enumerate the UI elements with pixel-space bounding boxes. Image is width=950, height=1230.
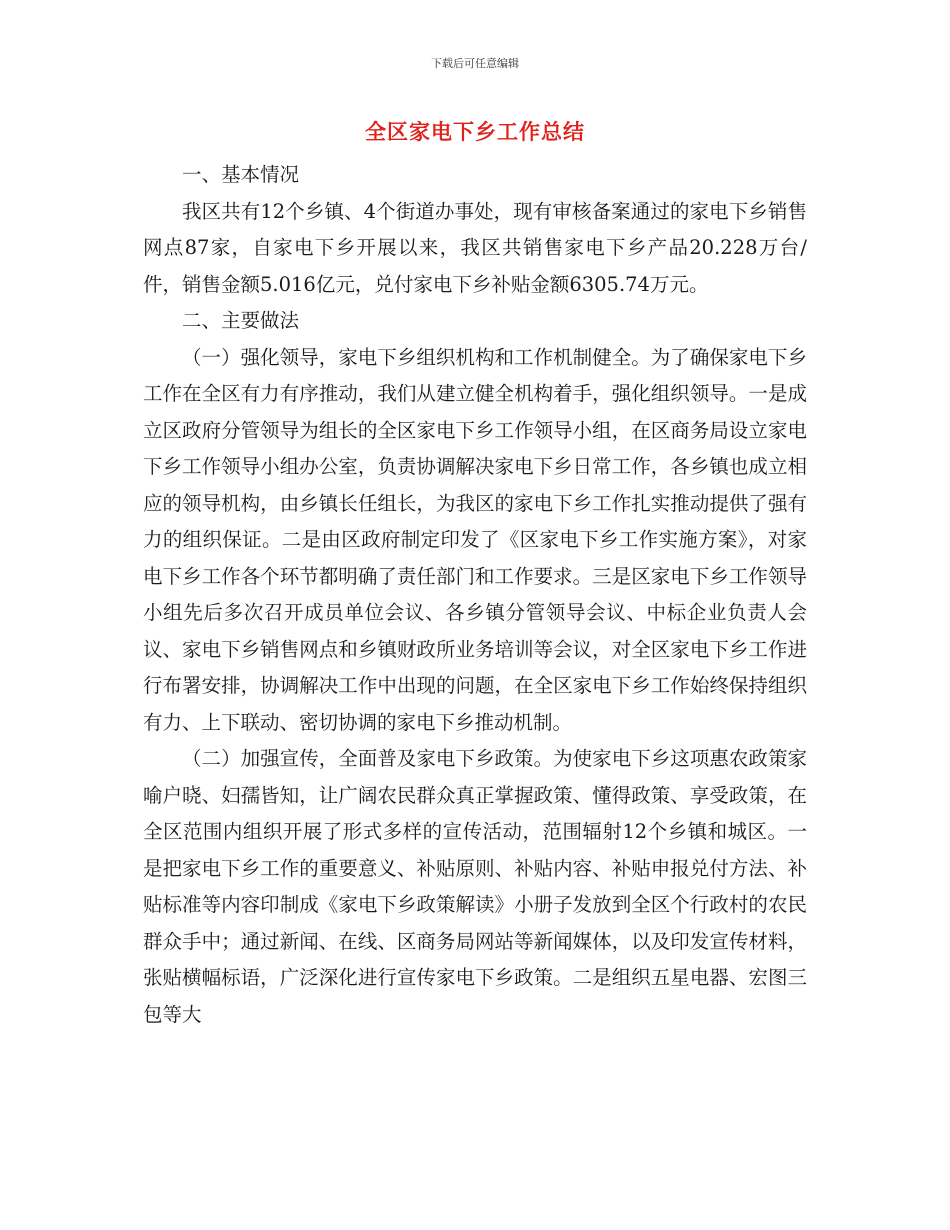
paragraph-basic-situation: 我区共有12个乡镇、4个街道办事处，现有审核备案通过的家电下乡销售网点87家，自家电下乡开展以来，我区共销售家电下乡产品20.228万台/件，销售金额5.016亿元，兑付家电下乡补贴金额6305.74万元。: [143, 199, 807, 296]
section-heading-basic: 一、基本情况: [182, 163, 300, 186]
document-title: 全区家电下乡工作总结: [365, 120, 585, 144]
paragraph-leadership: （一）强化领导，家电下乡组织机构和工作机制健全。为了确保家电下乡工作在全区有力有序推动，我们从建立健全机构着手，强化组织领导。一是成立区政府分管领导为组长的全区家电下乡工作领导小组，在区商务局设立家电下乡工作领导小组办公室，负责协调解决家电下乡日常工作，各乡镇也成立相应的领导机构，由乡镇长任组长，为我区的家电下乡工作扎实推动提供了强有力的组织保证。二是由区政府制定印发了《区家电下乡工作实施方案》，对家电下乡工作各个环节都明确了责任部门和工作要求。三是区家电下乡工作领导小组先后多次召开成员单位会议、各乡镇分管领导会议、中标企业负责人会议、家电下乡销售网点和乡镇财政所业务培训等会议，对全区家电下乡工作进行布署安排，协调解决工作中出现的问题，在全区家电下乡工作始终保持组织有力、上下联动、密切协调的家电下乡推动机制。: [143, 345, 807, 734]
document-body: [143, 157, 807, 1033]
section-heading-methods: 二、主要做法: [182, 309, 300, 332]
header-note: 下载后可任意编辑: [431, 57, 519, 70]
paragraph-publicity: （二）加强宣传，全面普及家电下乡政策。为使家电下乡这项惠农政策家喻户晓、妇孺皆知，让广阔农民群众真正掌握政策、懂得政策、享受政策，在全区范围内组织开展了形式多样的宣传活动，范围辐射12个乡镇和城区。一是把家电下乡工作的重要意义、补贴原则、补贴内容、补贴申报兑付方法、补贴标准等内容印制成《家电下乡政策解读》小册子发放到全区个行政村的农民群众手中；通过新闻、在线、区商务局网站等新闻媒体，以及印发宣传材料，张贴横幅标语，广泛深化进行宣传家电下乡政策。二是组织五星电器、宏图三包等大: [143, 747, 807, 1026]
